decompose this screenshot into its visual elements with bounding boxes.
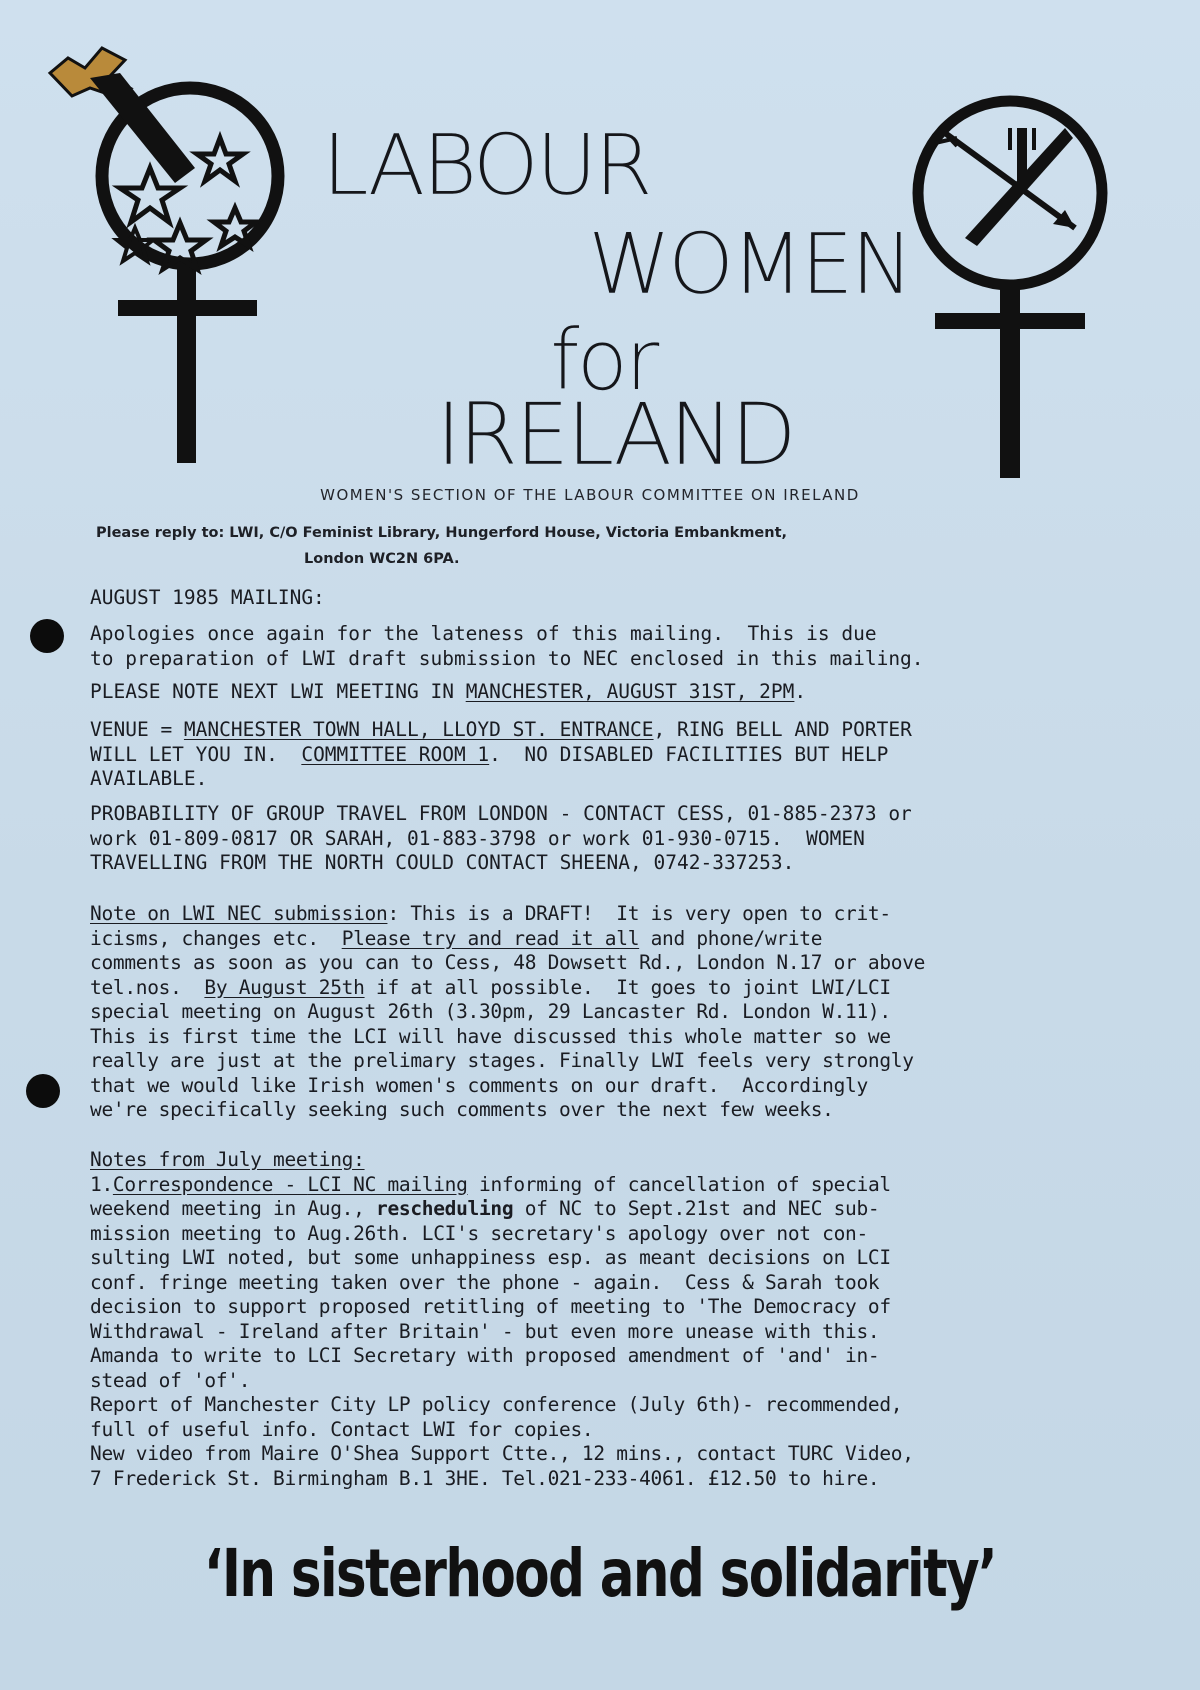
- july-notes-heading: Notes from July meeting:: [90, 1148, 365, 1171]
- apology-paragraph: Apologies once again for the lateness of this mailing. This is due to preparation of LWI draft submission to NEC enclosed in this mailing.: [90, 622, 924, 670]
- punch-hole-bottom: [26, 1074, 60, 1108]
- travel-paragraph: PROBABILITY OF GROUP TRAVEL FROM LONDON - CONTACT CESS, 01-885-2373 or work 01-809-0817 OR SARAH, 01-883-3798 or work 01-930-0715. WOMEN TRAVELLING FROM THE NORTH COULD CONTACT SHEENA, 0742-337253.: [90, 802, 912, 874]
- reply-address: [96, 520, 787, 572]
- punch-hole-top: [30, 619, 64, 653]
- reply-address-line2: London WC2N 6PA.: [304, 551, 460, 567]
- nec-note-heading: Note on LWI NEC submission: [90, 902, 388, 925]
- july-meeting-notes: Notes from July meeting: 1.Correspondence - LCI NC mailing informing of cancellation of special weekend meeting in Aug., rescheduling of NC to Sept.21st and NEC sub- mission meeting to Aug.26th. LCI's secretary's apology over not con- sulting LWI noted, but some unhappiness esp. as meant decisions on LCI conf. fringe meeting taken over the phone - again. Cess & Sarah took decision to support proposed retitling of meeting to 'The Democracy of Withdrawal - Ireland after Britain' - but even more unease with this. Amanda to write to LCI Secretary with proposed amendment of 'and' in- stead of 'of'. Report of Manchester City LP policy conference (July 6th)- recommended, full of useful info. Contact LWI for copies. New video from Maire O'Shea Support Ctte., 12 mins., contact TURC Video, 7 Frederick St. Birmingham B.1 3HE. Tel.021-233-4061. £12.50 to hire.: [90, 1148, 914, 1490]
- solidarity-slogan: ‘In sisterhood and solidarity’: [203, 1535, 997, 1612]
- masthead-title-line3: for: [550, 311, 657, 409]
- nec-submission-note: Note on LWI NEC submission: This is a DRAFT! It is very open to crit- icisms, changes etc. Please try and read it all and phone/write comments as soon as you can to Cess, 48 Dowsett Rd., London N.17 or above tel.nos. By August 25th if at all possible. It goes to joint LWI/LCI special meeting on August 26th (3.30pm, 29 Lancaster Rd. London W.11). This is first time the LCI will have discussed this whole matter so we really are just at the prelimary stages. Finally LWI feels very strongly that we would like Irish women's comments on our draft. Accordingly we're specifically seeking such comments over the next few weeks.: [90, 902, 926, 1121]
- masthead-title-line2: WOMEN: [588, 215, 911, 313]
- next-meeting-place: MANCHESTER, AUGUST 31ST, 2PM: [465, 680, 795, 703]
- women-stars-logo-icon: [30, 18, 300, 473]
- mailing-heading: AUGUST 1985 MAILING:: [90, 586, 325, 609]
- next-meeting-notice: PLEASE NOTE NEXT LWI MEETING IN MANCHESTER, AUGUST 31ST, 2PM.: [90, 680, 807, 703]
- venue-room: COMMITTEE ROOM 1: [301, 742, 490, 766]
- women-arrow-logo-icon: [905, 88, 1115, 483]
- organisation-subtitle: WOMEN'S SECTION OF THE LABOUR COMMITTEE ON IRELAND: [320, 486, 860, 504]
- masthead-title-line1: LABOUR: [322, 116, 650, 214]
- reply-address-line1: Please reply to: LWI, C/O Feminist Library, Hungerford House, Victoria Embankment,: [96, 525, 788, 541]
- venue-hall: MANCHESTER TOWN HALL, LLOYD ST. ENTRANCE: [183, 718, 654, 741]
- venue-paragraph: VENUE = MANCHESTER TOWN HALL, LLOYD ST. ENTRANCE, RING BELL AND PORTER WILL LET YOU IN. COMMITTEE ROOM 1. NO DISABLED FACILITIES BUT HELP AVAILABLE.: [90, 718, 912, 790]
- masthead-title-line4: IRELAND: [436, 385, 794, 485]
